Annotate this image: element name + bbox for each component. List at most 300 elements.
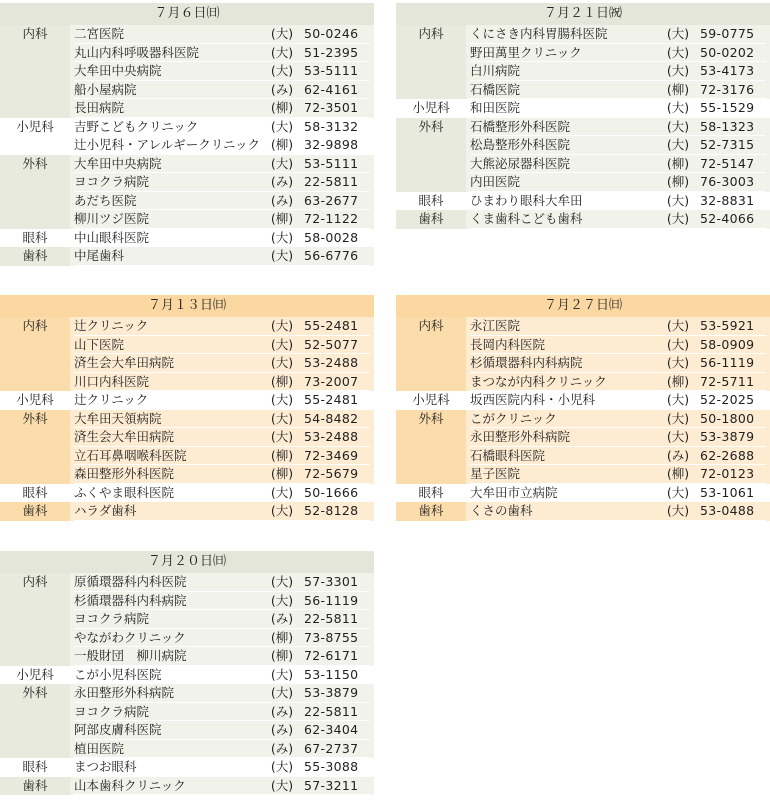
phone-number: 56-1119 <box>300 592 374 611</box>
department-label <box>0 336 70 355</box>
clinic-name: まつなが内科クリニック <box>466 373 660 392</box>
table-row <box>0 684 374 703</box>
phone-number: 76-3003 <box>696 173 770 192</box>
phone-number: 50-0246 <box>300 25 374 44</box>
area-code: (大) <box>264 592 300 611</box>
clinic-name: 石橋整形外科医院 <box>466 118 660 137</box>
department-label <box>396 62 466 81</box>
clinic-name: 済生会大牟田病院 <box>70 428 264 447</box>
clinic-name: 星子医院 <box>466 465 660 484</box>
area-code: (柳) <box>660 81 696 100</box>
area-code: (大) <box>264 410 300 429</box>
area-code: (柳) <box>264 99 300 118</box>
area-code: (み) <box>264 173 300 192</box>
department-label <box>396 336 466 355</box>
phone-number: 53-5921 <box>696 317 770 336</box>
department-label <box>0 629 70 648</box>
phone-number: 58-0909 <box>696 336 770 355</box>
clinic-name: 石橋眼科医院 <box>466 447 660 466</box>
phone-number: 58-1323 <box>696 118 770 137</box>
table-row <box>0 155 374 174</box>
phone-number: 62-2688 <box>696 447 770 466</box>
area-code: (柳) <box>660 465 696 484</box>
area-code: (大) <box>264 118 300 137</box>
area-code: (大) <box>660 484 696 503</box>
department-label: 外科 <box>0 684 70 703</box>
clinic-name: 山下医院 <box>70 336 264 355</box>
area-code: (み) <box>264 81 300 100</box>
department-label: 内科 <box>0 317 70 336</box>
clinic-name: 済生会大牟田病院 <box>70 354 264 373</box>
phone-number: 72-1122 <box>300 210 374 229</box>
clinic-name: 大牟田天領病院 <box>70 410 264 429</box>
clinic-name: 辻クリニック <box>70 391 264 410</box>
department-label: 内科 <box>0 573 70 592</box>
clinic-name: ヨコクラ病院 <box>70 173 264 192</box>
clinic-name: くさの歯科 <box>466 502 660 521</box>
area-code: (大) <box>264 229 300 248</box>
department-label: 眼科 <box>396 192 466 211</box>
table-row <box>396 192 770 211</box>
table-row <box>396 173 770 192</box>
table-row <box>0 410 374 429</box>
department-label: 外科 <box>396 118 466 137</box>
area-code: (大) <box>264 155 300 174</box>
department-label <box>0 373 70 392</box>
phone-number: 51-2395 <box>300 44 374 63</box>
clinic-name: ヨコクラ病院 <box>70 703 264 722</box>
phone-number: 55-1529 <box>696 99 770 118</box>
table-row <box>0 484 374 503</box>
phone-number: 72-6171 <box>300 647 374 666</box>
clinic-name: 長田病院 <box>70 99 264 118</box>
area-code: (大) <box>660 44 696 63</box>
area-code: (柳) <box>660 155 696 174</box>
table-row <box>0 336 374 355</box>
phone-number: 22-5811 <box>300 173 374 192</box>
table-row <box>396 118 770 137</box>
phone-number: 62-3404 <box>300 721 374 740</box>
clinic-name: 二宮医院 <box>70 25 264 44</box>
department-label: 外科 <box>0 410 70 429</box>
area-code: (大) <box>660 410 696 429</box>
phone-number: 57-3301 <box>300 573 374 592</box>
phone-number: 72-5679 <box>300 465 374 484</box>
phone-number: 32-9898 <box>300 136 374 155</box>
row-divider <box>470 228 766 229</box>
area-code: (大) <box>264 336 300 355</box>
phone-number: 63-2677 <box>300 192 374 211</box>
area-code: (柳) <box>660 173 696 192</box>
phone-number: 57-3211 <box>300 777 374 796</box>
clinic-name: 立石耳鼻咽喉科医院 <box>70 447 264 466</box>
phone-number: 52-8128 <box>300 502 374 521</box>
table-row <box>0 740 374 759</box>
phone-number: 72-3501 <box>300 99 374 118</box>
department-label <box>0 99 70 118</box>
area-code: (大) <box>264 25 300 44</box>
clinic-name: 植田医院 <box>70 740 264 759</box>
area-code: (大) <box>264 777 300 796</box>
table-row <box>396 155 770 174</box>
department-label: 外科 <box>396 410 466 429</box>
table-row <box>0 721 374 740</box>
clinic-name: 柳川ツジ医院 <box>70 210 264 229</box>
area-code: (大) <box>264 758 300 777</box>
row-divider <box>74 794 370 795</box>
phone-number: 53-2488 <box>300 354 374 373</box>
phone-number: 52-4066 <box>696 210 770 229</box>
department-label <box>0 647 70 666</box>
table-row <box>396 25 770 44</box>
table-row <box>0 777 374 796</box>
table-row <box>0 99 374 118</box>
table-row <box>0 573 374 592</box>
clinic-name: 白川病院 <box>466 62 660 81</box>
table-row <box>0 229 374 248</box>
area-code: (柳) <box>264 136 300 155</box>
table-row <box>0 758 374 777</box>
phone-number: 72-5147 <box>696 155 770 174</box>
table-row <box>396 81 770 100</box>
phone-number: 50-1666 <box>300 484 374 503</box>
clinic-name: くにさき内科胃腸科医院 <box>466 25 660 44</box>
department-label <box>0 428 70 447</box>
area-code: (大) <box>264 44 300 63</box>
phone-number: 72-3469 <box>300 447 374 466</box>
table-row <box>0 44 374 63</box>
clinic-name: ふくやま眼科医院 <box>70 484 264 503</box>
clinic-name: こが小児科医院 <box>70 666 264 685</box>
schedule-block-jul-6 <box>0 3 374 266</box>
department-label: 小児科 <box>396 391 466 410</box>
phone-number: 55-3088 <box>300 758 374 777</box>
area-code: (大) <box>264 502 300 521</box>
table-row <box>396 336 770 355</box>
phone-number: 53-2488 <box>300 428 374 447</box>
department-label <box>396 447 466 466</box>
department-label <box>396 155 466 174</box>
department-label <box>396 428 466 447</box>
clinic-name: ヨコクラ病院 <box>70 610 264 629</box>
table-row <box>0 173 374 192</box>
table-row <box>396 44 770 63</box>
table-row <box>0 373 374 392</box>
table-row <box>0 447 374 466</box>
schedule-date-header: ７月２０日㈰ <box>0 551 374 573</box>
clinic-name: 石橋医院 <box>466 81 660 100</box>
department-label <box>0 592 70 611</box>
clinic-name: 原循環器科内科医院 <box>70 573 264 592</box>
area-code: (柳) <box>264 373 300 392</box>
schedule-block-jul-21 <box>396 3 770 229</box>
department-label: 歯科 <box>396 210 466 229</box>
phone-number: 53-0488 <box>696 502 770 521</box>
clinic-name: 阿部皮膚科医院 <box>70 721 264 740</box>
clinic-name: 山本歯科クリニック <box>70 777 264 796</box>
table-row <box>396 62 770 81</box>
department-label <box>0 354 70 373</box>
table-row <box>0 118 374 137</box>
department-label <box>0 173 70 192</box>
department-label <box>396 465 466 484</box>
department-label <box>396 136 466 155</box>
department-label: 眼科 <box>0 758 70 777</box>
area-code: (大) <box>660 502 696 521</box>
area-code: (大) <box>264 484 300 503</box>
clinic-name: 野田萬里クリニック <box>466 44 660 63</box>
area-code: (柳) <box>264 629 300 648</box>
schedule-block-jul-13 <box>0 295 374 521</box>
department-label <box>0 81 70 100</box>
department-label <box>396 173 466 192</box>
area-code: (大) <box>660 336 696 355</box>
phone-number: 53-4173 <box>696 62 770 81</box>
clinic-name: やながわクリニック <box>70 629 264 648</box>
table-row <box>396 484 770 503</box>
clinic-name: 永江医院 <box>466 317 660 336</box>
department-label: 小児科 <box>0 391 70 410</box>
department-label <box>0 703 70 722</box>
area-code: (大) <box>660 136 696 155</box>
area-code: (大) <box>660 391 696 410</box>
clinic-name: 長岡内科医院 <box>466 336 660 355</box>
table-row <box>0 703 374 722</box>
phone-number: 55-2481 <box>300 391 374 410</box>
table-row <box>0 647 374 666</box>
department-label <box>0 44 70 63</box>
table-row <box>0 210 374 229</box>
department-label: 外科 <box>0 155 70 174</box>
clinic-name: 船小屋病院 <box>70 81 264 100</box>
phone-number: 62-4161 <box>300 81 374 100</box>
clinic-name: こがクリニック <box>466 410 660 429</box>
area-code: (大) <box>660 317 696 336</box>
clinic-name: 杉循環器科内科病院 <box>466 354 660 373</box>
department-label: 眼科 <box>396 484 466 503</box>
phone-number: 53-5111 <box>300 155 374 174</box>
clinic-name: 永田整形外科病院 <box>466 428 660 447</box>
department-label <box>0 610 70 629</box>
area-code: (柳) <box>660 373 696 392</box>
area-code: (み) <box>264 610 300 629</box>
phone-number: 58-0028 <box>300 229 374 248</box>
table-row <box>396 136 770 155</box>
area-code: (柳) <box>264 647 300 666</box>
department-label <box>396 373 466 392</box>
table-row <box>0 629 374 648</box>
phone-number: 73-2007 <box>300 373 374 392</box>
table-row <box>396 391 770 410</box>
table-row <box>396 465 770 484</box>
clinic-name: まつお眼科 <box>70 758 264 777</box>
area-code: (み) <box>264 721 300 740</box>
area-code: (大) <box>264 428 300 447</box>
area-code: (大) <box>264 247 300 266</box>
table-row <box>396 373 770 392</box>
department-label: 小児科 <box>0 666 70 685</box>
clinic-name: 大牟田市立病院 <box>466 484 660 503</box>
clinic-name: 大牟田中央病院 <box>70 62 264 81</box>
department-label: 内科 <box>0 25 70 44</box>
phone-number: 58-3132 <box>300 118 374 137</box>
table-row <box>0 81 374 100</box>
phone-number: 53-5111 <box>300 62 374 81</box>
clinic-name: ハラダ歯科 <box>70 502 264 521</box>
table-row <box>396 210 770 229</box>
department-label: 眼科 <box>0 229 70 248</box>
phone-number: 32-8831 <box>696 192 770 211</box>
area-code: (大) <box>264 354 300 373</box>
clinic-name: 吉野こどもクリニック <box>70 118 264 137</box>
department-label: 歯科 <box>0 777 70 796</box>
schedule-date-header: ７月６日㈰ <box>0 3 374 25</box>
table-row <box>396 317 770 336</box>
table-row <box>0 354 374 373</box>
phone-number: 22-5811 <box>300 610 374 629</box>
area-code: (み) <box>660 447 696 466</box>
table-row <box>396 447 770 466</box>
department-label <box>396 44 466 63</box>
area-code: (大) <box>660 62 696 81</box>
phone-number: 53-1150 <box>300 666 374 685</box>
clinic-name: 大牟田中央病院 <box>70 155 264 174</box>
schedule-date-header: ７月１３日㈰ <box>0 295 374 317</box>
department-label: 小児科 <box>396 99 466 118</box>
clinic-name: 大熊泌尿器科医院 <box>466 155 660 174</box>
department-label <box>0 210 70 229</box>
area-code: (大) <box>264 573 300 592</box>
clinic-name: ひまわり眼科大牟田 <box>466 192 660 211</box>
table-row <box>0 136 374 155</box>
department-label <box>0 447 70 466</box>
phone-number: 59-0775 <box>696 25 770 44</box>
department-label: 歯科 <box>0 247 70 266</box>
department-label <box>0 465 70 484</box>
department-label <box>0 721 70 740</box>
clinic-name: 一般財団 柳川病院 <box>70 647 264 666</box>
area-code: (大) <box>660 428 696 447</box>
department-label <box>0 62 70 81</box>
table-row <box>0 428 374 447</box>
phone-number: 52-5077 <box>300 336 374 355</box>
area-code: (大) <box>264 62 300 81</box>
clinic-name: 坂西医院内科・小児科 <box>466 391 660 410</box>
clinic-name: 森田整形外科医院 <box>70 465 264 484</box>
phone-number: 73-8755 <box>300 629 374 648</box>
phone-number: 56-1119 <box>696 354 770 373</box>
area-code: (大) <box>660 118 696 137</box>
clinic-name: 辻小児科・アレルギークリニック <box>70 136 264 155</box>
area-code: (み) <box>264 192 300 211</box>
department-label <box>0 192 70 211</box>
clinic-name: くま歯科こども歯科 <box>466 210 660 229</box>
phone-number: 22-5811 <box>300 703 374 722</box>
department-label <box>396 81 466 100</box>
table-row <box>396 99 770 118</box>
phone-number: 55-2481 <box>300 317 374 336</box>
department-label: 歯科 <box>0 502 70 521</box>
area-code: (大) <box>264 684 300 703</box>
clinic-name: 中山眼科医院 <box>70 229 264 248</box>
area-code: (大) <box>660 99 696 118</box>
phone-number: 54-8482 <box>300 410 374 429</box>
clinic-name: 川口内科医院 <box>70 373 264 392</box>
area-code: (大) <box>660 25 696 44</box>
phone-number: 67-2737 <box>300 740 374 759</box>
clinic-name: 永田整形外科病院 <box>70 684 264 703</box>
table-row <box>396 502 770 521</box>
clinic-name: 辻クリニック <box>70 317 264 336</box>
schedule-date-header: ７月２１日㈷ <box>396 3 770 25</box>
table-row <box>0 391 374 410</box>
clinic-name: あだち医院 <box>70 192 264 211</box>
department-label: 内科 <box>396 25 466 44</box>
row-divider <box>74 520 370 521</box>
table-row <box>0 192 374 211</box>
area-code: (大) <box>660 354 696 373</box>
phone-number: 72-3176 <box>696 81 770 100</box>
phone-number: 50-1800 <box>696 410 770 429</box>
clinic-name: 内田医院 <box>466 173 660 192</box>
schedule-block-jul-20 <box>0 551 374 795</box>
table-row <box>0 25 374 44</box>
phone-number: 50-0202 <box>696 44 770 63</box>
table-row <box>0 247 374 266</box>
phone-number: 56-6776 <box>300 247 374 266</box>
area-code: (み) <box>264 703 300 722</box>
schedule-block-jul-27 <box>396 295 770 521</box>
table-row <box>0 465 374 484</box>
phone-number: 72-0123 <box>696 465 770 484</box>
department-label: 内科 <box>396 317 466 336</box>
department-label <box>0 136 70 155</box>
phone-number: 52-7315 <box>696 136 770 155</box>
table-row <box>0 666 374 685</box>
table-row <box>0 592 374 611</box>
phone-number: 53-1061 <box>696 484 770 503</box>
area-code: (柳) <box>264 465 300 484</box>
clinic-name: 丸山内科呼吸器科医院 <box>70 44 264 63</box>
table-row <box>396 428 770 447</box>
phone-number: 53-3879 <box>696 428 770 447</box>
clinic-name: 杉循環器科内科病院 <box>70 592 264 611</box>
row-divider <box>470 520 766 521</box>
table-row <box>396 410 770 429</box>
area-code: (柳) <box>264 447 300 466</box>
area-code: (大) <box>660 210 696 229</box>
area-code: (柳) <box>264 210 300 229</box>
department-label <box>396 354 466 373</box>
table-row <box>0 62 374 81</box>
table-row <box>0 610 374 629</box>
department-label <box>0 740 70 759</box>
phone-number: 72-5711 <box>696 373 770 392</box>
table-row <box>0 502 374 521</box>
department-label: 小児科 <box>0 118 70 137</box>
phone-number: 52-2025 <box>696 391 770 410</box>
schedule-date-header: ７月２７日㈰ <box>396 295 770 317</box>
area-code: (大) <box>264 666 300 685</box>
clinic-name: 松島整形外科医院 <box>466 136 660 155</box>
clinic-name: 中尾歯科 <box>70 247 264 266</box>
row-divider <box>74 265 370 266</box>
department-label: 歯科 <box>396 502 466 521</box>
area-code: (大) <box>660 192 696 211</box>
clinic-name: 和田医院 <box>466 99 660 118</box>
department-label: 眼科 <box>0 484 70 503</box>
table-row <box>0 317 374 336</box>
